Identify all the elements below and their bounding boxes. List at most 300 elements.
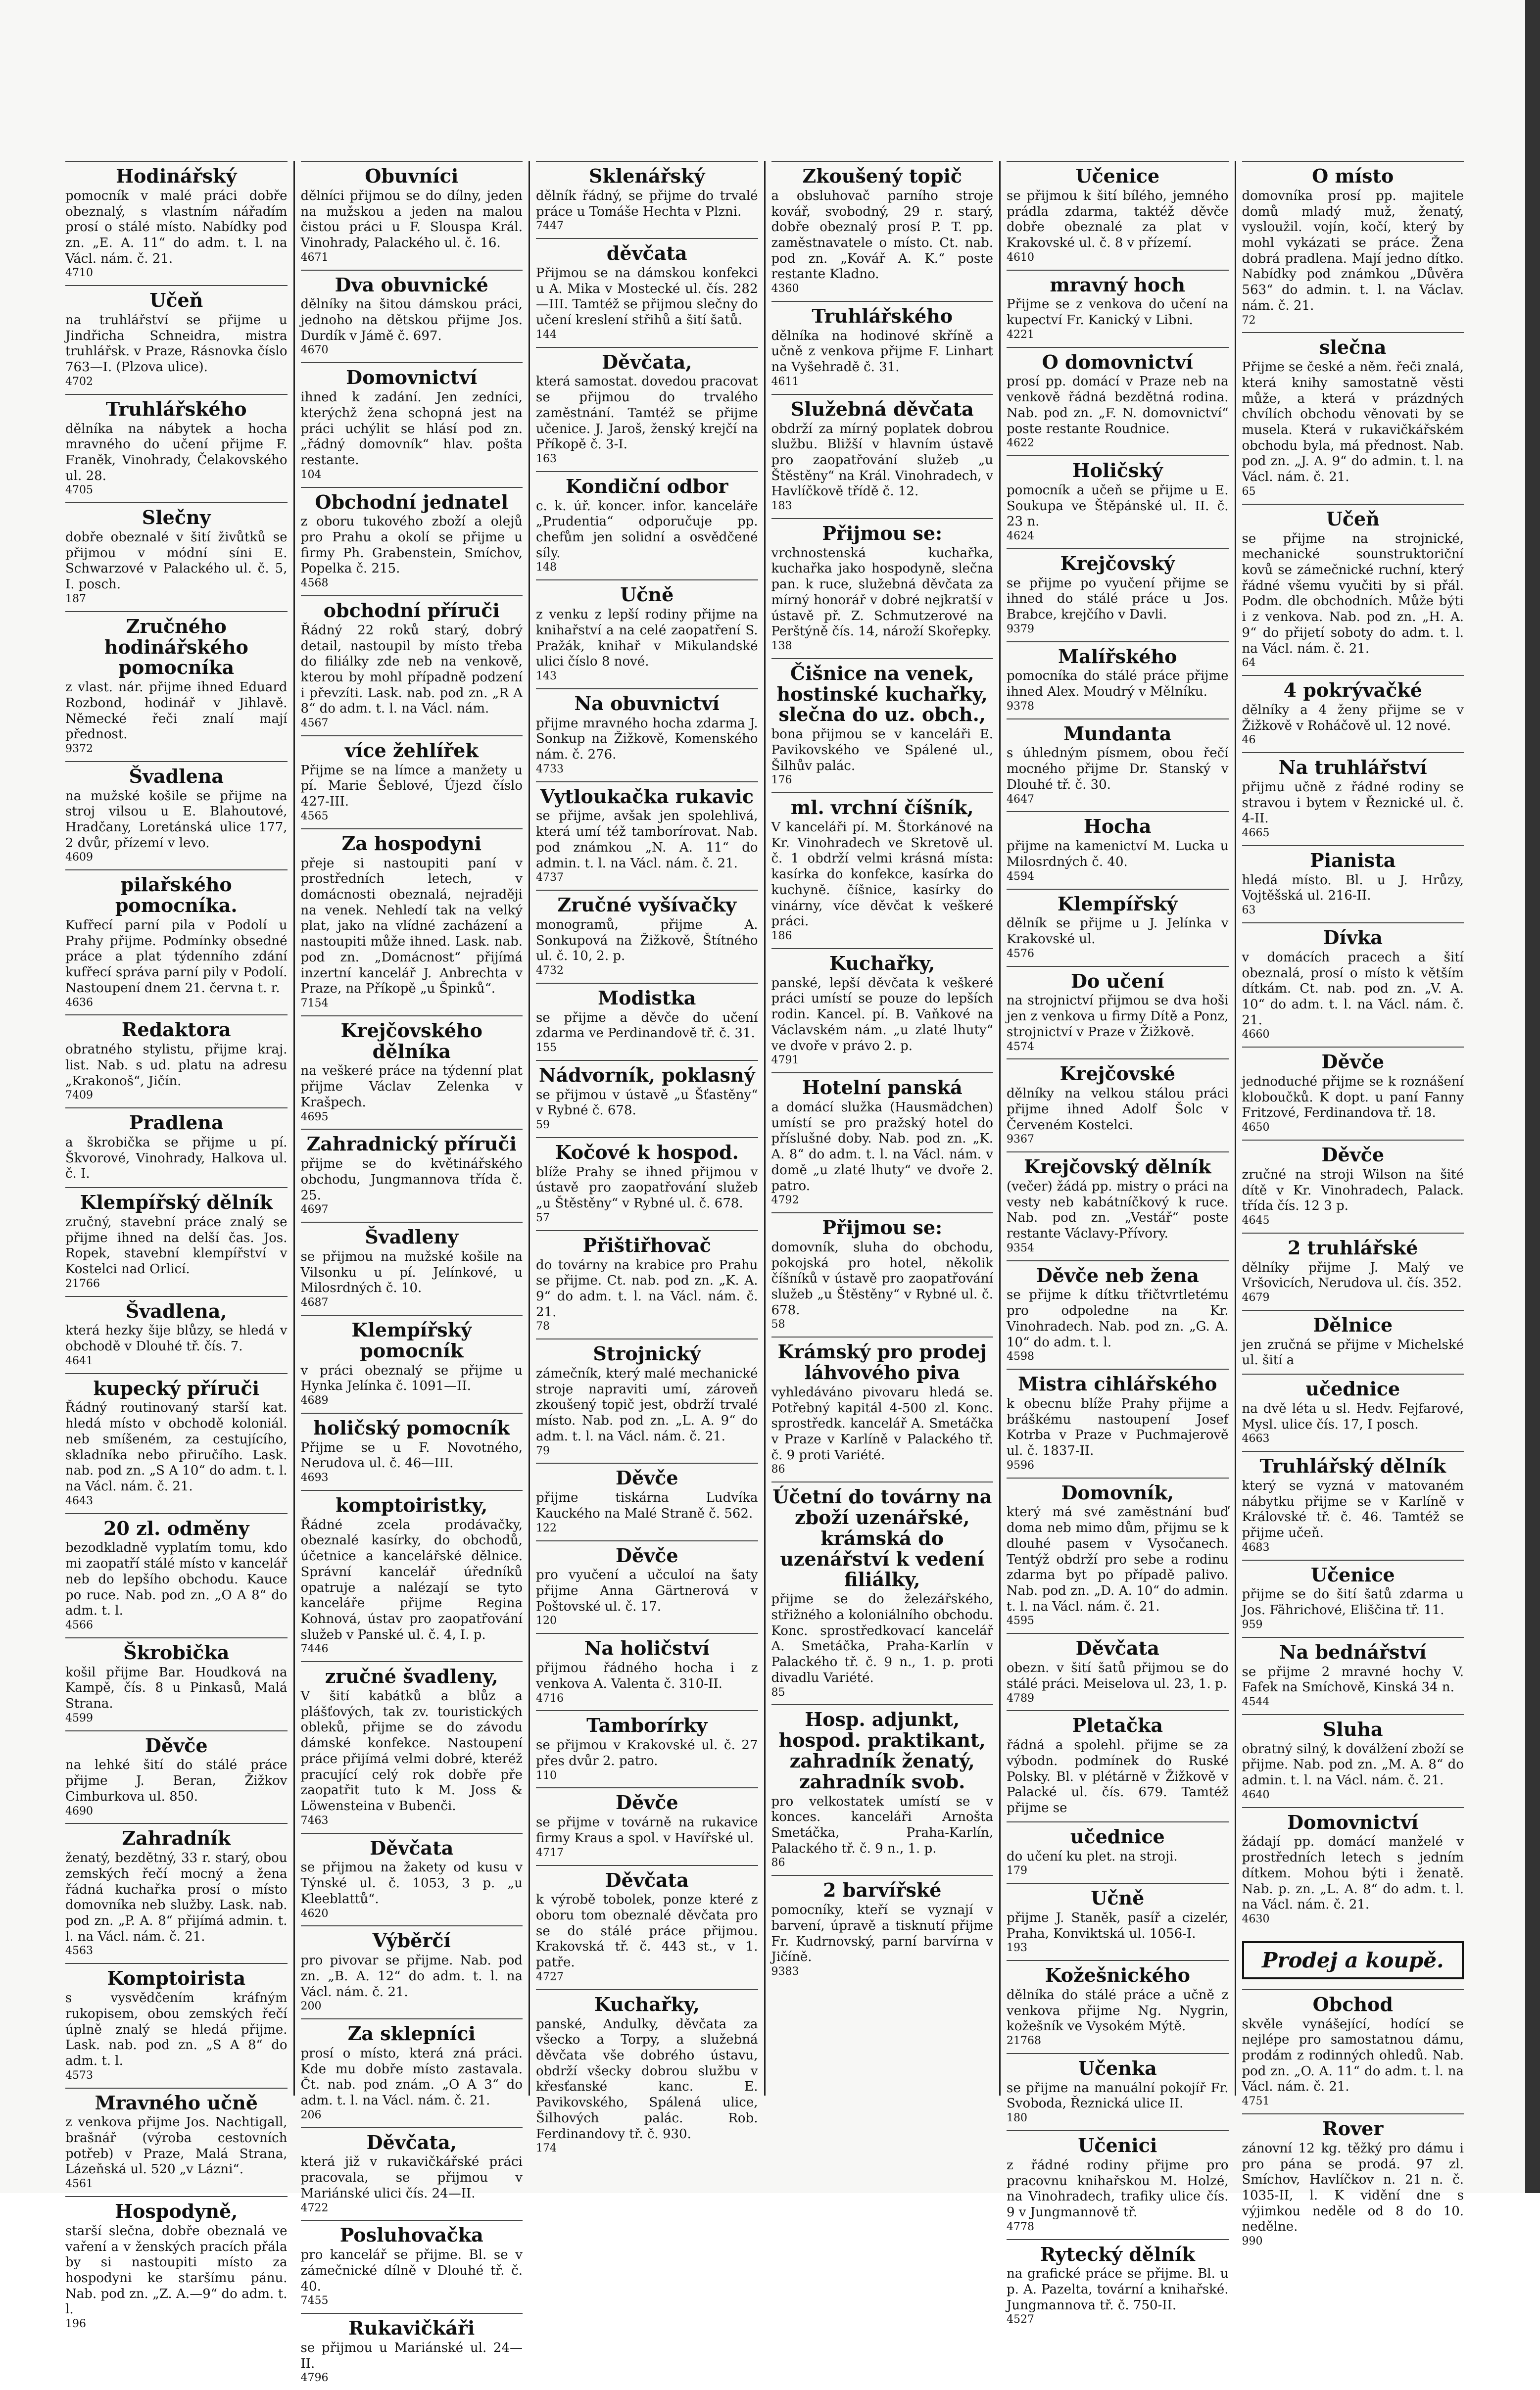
- ad-title: Slečny: [142, 506, 211, 529]
- classified-ad: [1242, 845, 1464, 922]
- ad-code: 4573: [65, 2069, 93, 2082]
- ad-text: řádná a spolehl. přijme se za výbodn. podmínek do Ruské Polsky. Bl. v plétárně v Žižkově v Palacké ul. čís. 679. Tamtéž přijme se: [1007, 1738, 1229, 1816]
- ad-title: ml. vrchní číšník,: [790, 796, 974, 819]
- classified-ad: [301, 1129, 523, 1222]
- ad-text: dělníky a 4 ženy přijme se v Žižkově v Roháčově ul. 12 nové.: [1242, 702, 1464, 733]
- ad-text: Řádné zcela prodávačky, obeznalé kasírky, do obchodů, účetnice a kancelářské dělnice. Správní kancelář úředníků opatruje a nalézají se tyto kanceláře přijme Regina Kohnová, ústav pro zaopatřování služeb v Panské ul. č. 4, I. p.: [300, 1517, 523, 1642]
- ad-title: Redaktora: [121, 1018, 231, 1041]
- ad-text: přijmou řádného hocha i z venkova A. Valenta č. 310-II.: [536, 1661, 758, 1691]
- ad-text: ženatý, bezdětný, 33 r. starý, obou zemských řečí mocný a žena řádná kuchařka prosí o místo domovníka neb služby. Lask. nab. pod zn. „P. A. 8“ přijímá admin. t. l. na Václ. nám. č. 21.: [65, 1851, 288, 1944]
- ad-text: k výrobě tobolek, ponze které z oboru tom obeznalé děvčata pro se do stálé práce přijmou. Krakovská tř. č. 443 st., v 1. patře.: [536, 1892, 758, 1970]
- ad-title: Kožešnického: [1045, 1964, 1190, 1987]
- classified-ad: [1007, 1058, 1229, 1151]
- ad-text: z oboru tukového zboží a olejů pro Prahu a okolí se přijme u firmy Ph. Grabenstein, Smíchov, Popelka č. 215.: [300, 514, 523, 576]
- ad-code: 79: [536, 1444, 550, 1457]
- ad-title: Učně: [620, 583, 674, 606]
- ad-text: zánovní 12 kg. těžký pro dámu i pro pána se prodá. 97 zl. Smíchov, Havlíčkov n. 21 n. č. 1035-II, l. K vidění dne s výjimkou neděle od 8 do 10. nedělne.: [1242, 2141, 1464, 2235]
- ad-code: 57: [536, 1211, 550, 1224]
- classified-ad: [1007, 1710, 1229, 1821]
- ad-text: z vlast. nár. přijme ihned Eduard Rozbond, hodinář v Jihlavě. Německé řeči znalí mají přednost.: [65, 680, 288, 742]
- classified-ad: [1242, 675, 1464, 752]
- classified-ad: [1242, 1310, 1464, 1374]
- ad-text: košil přijme Bar. Houdková na Kampě, čís. 8 u Pinkasů, Malá Strana.: [65, 1665, 288, 1712]
- ad-code: 206: [300, 2108, 322, 2121]
- classified-ad: [1242, 1374, 1464, 1451]
- classified-ad: [771, 792, 994, 948]
- classified-ad: [536, 890, 758, 983]
- ad-title: Rytecký dělník: [1040, 2243, 1195, 2265]
- classified-ad: [1007, 347, 1229, 456]
- ad-title: Hospodyně,: [115, 2200, 238, 2222]
- ad-title: Učenice: [1310, 1563, 1395, 1586]
- ad-title: Truhlářského: [105, 397, 247, 420]
- ad-title: Zahradník: [122, 1827, 231, 1850]
- ad-text: starší slečna, dobře obeznalá ve vaření a v ženských pracích přála by si nastoupiti místo za hospodyni ke staršímu pánu. Nab. pod zn. „Z. A.—9“ do adm. t. l.: [65, 2223, 288, 2317]
- classified-ad: [301, 1222, 523, 1315]
- ad-code: 4609: [65, 851, 93, 864]
- ad-code: 4683: [1242, 1541, 1270, 1554]
- ad-code: 7463: [300, 1814, 329, 1827]
- ad-text: který má své zaměstnání buď doma neb mimo dům, přijmu se k dlouhé pasem v Vysočanech. Tentýž obdrží pro sebe a rodinu zdarma byt po případě palivo. Nab. pod zn. „D. A. 10“ do admin. t. l. na Václ. nám. č. 21.: [1007, 1505, 1229, 1614]
- ad-title: Na truhlářství: [1278, 756, 1427, 779]
- classified-ad: [536, 1710, 758, 1787]
- classified-ad: [301, 1490, 523, 1661]
- ad-title: Učně: [1091, 1887, 1145, 1910]
- classified-ad: [1242, 2113, 1464, 2253]
- column-2: [293, 161, 529, 2385]
- ad-code: 9354: [1007, 1242, 1034, 1254]
- ad-title: Děvčata,: [602, 350, 692, 373]
- ad-code: 4636: [65, 996, 93, 1009]
- ad-title: Učenici: [1078, 2134, 1157, 2157]
- ad-title: Obuvníci: [365, 165, 459, 187]
- ad-code: 65: [1242, 485, 1256, 498]
- ad-code: 4689: [300, 1394, 329, 1407]
- ad-title: Krejčovské: [1059, 1062, 1175, 1085]
- ad-text: který se vyzná v matovaném nábytku přijme se v Karlíně v Královské tř. č. 46. Tamtéž se přijme učeň.: [1242, 1478, 1464, 1541]
- classified-ad: [65, 1014, 288, 1107]
- ad-title: učednice: [1070, 1825, 1165, 1848]
- ad-title: Posluhovačka: [339, 2224, 483, 2247]
- ad-title: Modistka: [598, 986, 696, 1009]
- ad-code: 990: [1242, 2235, 1263, 2248]
- classified-ad: [301, 362, 523, 486]
- ad-text: Řádný routinovaný starší kat. hledá místo v obchodě koloniál. neb smíšeném, za cestujícího, skladníka nebo přiručího. Lask. nab. pod zn. „S A 10“ do adm. t. l. na Václ. nám. č. 21.: [65, 1400, 288, 1494]
- classified-ad: [1007, 2053, 1229, 2130]
- ad-text: dělníka do stálé práce a učně z venkova přijme Ng. Nygrin, kožešník ve Vysokém Mýtě.: [1007, 1987, 1229, 2034]
- ad-text: která samostat. dovedou pracovat se přijmou do trvalého zaměstnání. Tamtéž se přijme učenice. J. Jaroš, ženský krejčí na Příkopě č. 3-I.: [536, 374, 758, 452]
- classified-ad: [536, 1230, 758, 1339]
- ad-text: s úhledným písmem, obou řečí mocného přijme Dr. Stanský v Dlouhé tř. č. 30.: [1007, 746, 1229, 792]
- ad-title: Zahradnický příruči: [306, 1133, 517, 1155]
- ad-code: 196: [65, 2318, 86, 2331]
- ad-title: Děvčata: [370, 1836, 454, 1859]
- ad-text: domovníka prosí pp. majitele domů mladý muž, ženatý, vysloužil. vojín, kočí, který by mohl vykázati se práce. Žena dobrá pradlena. Mají jedno dítko. Nabídky pod známkou „Důvěra 563“ do admin. t. l. na Václav. nám. č. 21.: [1242, 188, 1464, 313]
- classified-ad: [65, 1187, 288, 1296]
- ad-text: domovník, sluha do obchodu, pokojská pro hotel, několik číšníků v ústavě pro zaopatřování služeb „u Štěstěny“ v Rybné ul. č. 678.: [771, 1240, 993, 1318]
- classified-ad: [771, 948, 994, 1072]
- ad-text: pro vyučení a učculoí na šaty přijme Anna Gärtnerová v Poštovské ul. č. 17.: [536, 1568, 758, 1614]
- ad-text: dělníky přijme J. Malý ve Vršovicích, Nerudova ul. čís. 352.: [1242, 1260, 1464, 1291]
- ad-text: c. k. úř. koncer. infor. kanceláře „Prudentia“ odporučuje pp. chefům jen solidní a osvědčené síly.: [536, 498, 758, 561]
- ad-title: Učeň: [149, 289, 203, 312]
- ad-text: z venkova přijme Jos. Nachtigall, brašnář (výroba cestovních potřeb) v Praze, Malá Strana, Lázeňská ul. 520 „v Lázni“.: [65, 2115, 288, 2177]
- ad-code: 4690: [65, 1805, 93, 1817]
- ad-code: 78: [536, 1320, 550, 1333]
- ad-text: se přijme a děvče do učení zdarma ve Perdinandově tř. č. 31.: [536, 1010, 758, 1041]
- ad-code: 4568: [300, 577, 329, 590]
- ad-code: 4796: [300, 2372, 329, 2385]
- ad-text: prosí pp. domácí v Praze neb na venkově řádná bezdětná rodina. Nab. pod zn. „F. N. domovnictví“ poste restante Roudnice.: [1007, 374, 1229, 436]
- ad-title: Kuchařky,: [829, 952, 935, 974]
- ad-text: dělníky na šitou dámskou práci, jednoho na dětskou přijme Jos. Durdík v Jámě č. 697.: [300, 297, 523, 343]
- ad-text: přijme J. Staněk, pasíř a cizelér, Praha, Konviktská ul. 1056-I.: [1007, 1910, 1229, 1941]
- ad-title: více žehlířek: [344, 739, 479, 762]
- ad-text: žádají pp. domácí manželé v prostředních letech s jedním dítkem. Mohou býti i ženatě. Nab. p. zn. „L. A. 8“ do adm. t. l. na Václ. nám. č. 21.: [1242, 1834, 1464, 1912]
- ad-code: 200: [300, 2000, 322, 2013]
- classified-ad: [1242, 1140, 1464, 1233]
- classified-ad: [1007, 889, 1229, 966]
- classified-ad: [1007, 1883, 1229, 1960]
- ad-text: přijme se do šití šatů zdarma u Jos. Fährichové, Eliščina tř. 11.: [1242, 1587, 1464, 1618]
- ad-code: 144: [536, 328, 557, 341]
- classified-ad: [1007, 718, 1229, 812]
- ad-code: 4561: [65, 2178, 93, 2191]
- classified-ad: [536, 1787, 758, 1864]
- ad-text: hledá místo. Bl. u J. Hrůzy, Vojtěšská ul. 216-II.: [1242, 872, 1464, 904]
- ad-text: Přijme se u F. Novotného, Nerudova ul. č. 46—III.: [300, 1440, 523, 1471]
- ad-text: dobře obeznalé v šití živůtků se přijmou v módní síni E. Schwarzové v Palackého ul. č. 5, I. posch.: [65, 530, 288, 592]
- ad-text: vyhledáváno pivovaru hledá se. Potřebný kapitál 4-500 zl. Konc. sprostředk. kancelář A. Smetáčka v Praze v Karlíně v Palackého tř. č. 9 proti Variété.: [771, 1385, 993, 1463]
- classified-ad: [536, 1060, 758, 1137]
- ad-code: 4702: [65, 375, 93, 388]
- ad-title: Děvče: [1321, 1144, 1385, 1166]
- ad-title: Účetní do továrny na zboží uzenářské, krámská do uzenářství k vedení filiálky,: [772, 1485, 992, 1591]
- ad-title: holičský pomocník: [313, 1416, 510, 1439]
- classified-ad: [65, 1730, 288, 1823]
- ad-code: 72: [1242, 314, 1256, 327]
- ad-title: Domovník,: [1061, 1481, 1174, 1504]
- ad-title: 2 truhlářské: [1288, 1236, 1418, 1259]
- classified-ad: [771, 1337, 994, 1482]
- ad-title: slečna: [1319, 336, 1387, 359]
- ad-text: obratného stylistu, přijme kraj. list. Nab. s ud. platu na adresu „Krakonoš“, Jičín.: [65, 1042, 288, 1089]
- ad-text: pro kancelář se přijme. Bl. se v zámečnické dílně v Dlouhé tř. č. 40.: [300, 2247, 523, 2294]
- classified-ad: [301, 595, 523, 735]
- ad-text: monogramů, přijme A. Sonkupová na Žižkově, Štítného ul. č. 10, 2. p.: [536, 917, 758, 964]
- classified-ad: [1242, 1560, 1464, 1637]
- ad-title: Děvčata,: [366, 2131, 457, 2153]
- ad-title: O místo: [1312, 165, 1394, 187]
- ad-code: 4722: [300, 2201, 329, 2214]
- ad-code: 58: [771, 1318, 785, 1331]
- ad-title: Rover: [1322, 2117, 1384, 2140]
- ad-code: 9378: [1007, 700, 1034, 713]
- classified-ad: [536, 983, 758, 1060]
- classified-ad: [536, 781, 758, 890]
- column-3: [529, 161, 764, 2155]
- ad-title: Komptoiristа: [107, 1967, 246, 1990]
- classified-ad: [65, 1296, 288, 1373]
- classified-ad: [1242, 161, 1464, 332]
- ad-code: 4660: [1242, 1028, 1270, 1041]
- ad-text: v domácích pracech a šití obeznalá, prosí o místo k větším dítkám. Ct. nab. pod zn. „V. A. 10“ do adm. t. l. na Václ. nám. č. 21.: [1242, 950, 1464, 1028]
- ad-title: Krejčovský dělník: [1024, 1155, 1211, 1178]
- section-heading-box: Prodej a koupě.: [1242, 1941, 1464, 1979]
- ad-code: 4643: [65, 1494, 93, 1507]
- ad-code: 193: [1007, 1942, 1027, 1955]
- ad-title: Hotelní panská: [802, 1076, 962, 1099]
- ad-code: 4792: [771, 1194, 799, 1207]
- ad-title: komptoiristky,: [336, 1493, 488, 1516]
- ad-code: 4567: [300, 717, 329, 730]
- ad-title: O domovnictví: [1042, 350, 1193, 373]
- classified-ad: [65, 1373, 288, 1513]
- ad-code: 4663: [1242, 1433, 1270, 1445]
- classified-ad: [1242, 1637, 1464, 1714]
- ad-code: 4789: [1007, 1692, 1034, 1705]
- ad-code: 148: [536, 561, 557, 574]
- classified-ad: [65, 285, 288, 394]
- ad-title: Malířského: [1058, 645, 1177, 668]
- ad-code: 110: [536, 1769, 557, 1782]
- ad-title: Přištiřhovač: [582, 1234, 711, 1256]
- ad-code: 4693: [300, 1472, 329, 1484]
- classified-ad: [1007, 1633, 1229, 1710]
- ad-text: přijmu učně z řádné rodiny se stravou i bytem v Řeznické ul. č. 4-II.: [1242, 779, 1464, 826]
- classified-ad: [301, 270, 523, 363]
- ad-code: 46: [1242, 734, 1256, 747]
- ad-text: jednoduché přijme se k roznášení kloboučků. K dopt. u paní Fanny Fritzové, Ferdinandova tř. 18.: [1242, 1074, 1464, 1121]
- ad-code: 4527: [1007, 2313, 1034, 2326]
- classified-ad: [65, 1963, 288, 2087]
- classified-ad: [536, 579, 758, 688]
- ad-title: Holičský: [1072, 459, 1163, 482]
- ad-text: obdrží za mírný poplatek dobrou službu. Bližší v hlavním ústavě pro zaopatřování služeb „u Štěstěny“ na Král. Vinohradech, v Havlíčkově třídě č. 12.: [771, 421, 993, 499]
- ad-title: Krejčovský: [1060, 552, 1175, 574]
- ad-code: 4640: [1242, 1788, 1270, 1801]
- ad-title: mravný hoch: [1050, 273, 1186, 296]
- ad-code: 174: [536, 2142, 557, 2155]
- classified-ad: [301, 2313, 523, 2390]
- ad-title: Truhlářský dělník: [1259, 1455, 1446, 1478]
- classified-ad: [301, 2127, 523, 2220]
- ad-title: Švadlena: [129, 765, 224, 787]
- ad-code: 9367: [1007, 1133, 1034, 1146]
- classified-columns: [59, 161, 1470, 2385]
- ad-code: 4641: [65, 1354, 93, 1367]
- ad-code: 4687: [300, 1296, 329, 1309]
- ad-code: 4599: [65, 1712, 93, 1724]
- ad-code: 4670: [300, 344, 329, 357]
- ad-text: obezn. v šití šatů přijmou se do stálé práci. Meiselova ul. 23, 1. p.: [1007, 1661, 1229, 1691]
- classified-ad: [536, 471, 758, 580]
- classified-ad: [301, 1833, 523, 1926]
- ad-title: Do učení: [1070, 969, 1164, 992]
- classified-ad: [301, 828, 523, 1015]
- classified-ad: [536, 347, 758, 471]
- classified-ad: [771, 1072, 994, 1212]
- classified-ad: [1242, 1807, 1464, 1931]
- classified-ad: [1242, 1233, 1464, 1310]
- classified-ad: [65, 761, 288, 870]
- ad-title: Kondiční odbor: [566, 475, 728, 497]
- ad-code: 4624: [1007, 530, 1034, 543]
- ad-text: a škrobička se přijme u pí. Škvorové, Vinohrady, Halkova ul. č. I.: [65, 1135, 288, 1182]
- ad-text: na strojnictví přijmou se dva hoši jen z venkova u firmy Dítě a Ponz, strojnictví v Praze v Žižkově.: [1007, 993, 1229, 1040]
- ad-text: dělníci přijmou se do dílny, jeden na mužskou a jeden na malou čistou práci u F. Slouspa Král. Vinohrady, Palackého ul. č. 16.: [300, 188, 523, 250]
- classified-ad: [301, 1661, 523, 1832]
- ad-title: Děvčata: [1075, 1637, 1159, 1660]
- ad-text: panské, Andulky, děvčata za všecko a Torpy, a služebná děvčata vše dobrého ústavu, obdrží všecky dobrou službu v křesťanské kanc. E. Pavikovského, Spálená ulice, Šilhových palác. Rob. Ferdinandovy tř. č. 930.: [536, 2016, 758, 2142]
- ad-code: 4595: [1007, 1615, 1034, 1627]
- ad-text: přijme se do železářského, střižného a koloniálního obchodu. Konc. sprostředkovací kancelář A. Smetáčka, Praha-Karlín v Palackého tř. č. 9 n., 1. p. proti divadlu Variété.: [771, 1592, 993, 1685]
- ad-title: Zručné vyšívačky: [557, 894, 737, 916]
- ad-code: 122: [536, 1522, 557, 1534]
- ad-text: s vysvědčením kráfným rukopisem, obou zemských řečí úplně znalý se hledá přijme. Lask. nab. pod zn. „S A 8“ do adm. t. l.: [65, 1991, 288, 2068]
- classified-ad: [301, 1315, 523, 1413]
- ad-code: 9372: [65, 742, 93, 755]
- ad-code: 4620: [300, 1907, 329, 1920]
- ad-code: 7447: [536, 220, 564, 233]
- classified-ad: [771, 1482, 994, 1704]
- ad-title: Krejčovského dělníka: [340, 1019, 482, 1062]
- ad-title: Hodinářský: [116, 165, 237, 187]
- ad-code: 4565: [300, 810, 329, 822]
- ad-text: pro pivovar se přijme. Nab. pod zn. „B. A. 12“ do adm. t. l. na Václ. nám. č. 21.: [300, 1953, 523, 2000]
- classified-ad: [1007, 1151, 1229, 1260]
- classified-ad: [536, 1989, 758, 2160]
- classified-ad: [1007, 548, 1229, 641]
- ad-text: pomocníky, kteří se vyznají v barvení, úpravě a tisknutí přijme Fr. Kudrnovský, parní barvírna v Jičíně.: [771, 1903, 993, 1965]
- ad-text: na veškeré práce na týdenní plat přijme Václav Zelenka v Krašpech.: [300, 1063, 523, 1110]
- ad-title: Za hospodyni: [341, 832, 482, 855]
- classified-ad: [771, 518, 994, 658]
- ad-text: se přijme, avšak jen spolehlivá, která umí též tamborírovat. Nab. pod známkou „N. A. 11“ do admin. t. l. na Václ. nám. č. 21.: [536, 809, 758, 871]
- ad-text: se přijmou na žakety od kusu v Týnské ul. č. 1053, 3 p. „u Kleeblattů“.: [300, 1860, 523, 1907]
- ad-text: dělník se přijme u J. Jelínka v Krakovské ul.: [1007, 916, 1229, 947]
- classified-ad: [1242, 1047, 1464, 1140]
- ad-text: vrchnostenská kuchařka, kuchařka jako hospodyně, slečna pan. k ruce, služebná děvčata za mírný honorář v dobré nejkratší v ústavě př. Z. Schmutzerové na Perštýně čís. 14, nároží Skořepky.: [771, 545, 993, 639]
- ad-title: Hosp. adjunkt, hospod. praktikant, zahradník ženatý, zahradník svob.: [778, 1708, 986, 1793]
- ad-text: dělníka na nábytek a hocha mravného do učení přijme F. Franěk, Vinohrady, Čelakovského ul. 28.: [65, 421, 288, 483]
- ad-text: bezodkladně vyplatím tomu, kdo mi zaopatří stálé místo v kancelář neb do lepšího obchodu. Kauce po ruce. Nab. pod zn. „O A 8“ do adm. t. l.: [65, 1540, 288, 1619]
- ad-code: 4622: [1007, 437, 1034, 450]
- classified-ad: [65, 611, 288, 761]
- ad-code: 4727: [536, 1970, 564, 1983]
- ad-title: Tamborírky: [586, 1714, 708, 1737]
- classified-ad: [1007, 455, 1229, 548]
- ad-code: 4598: [1007, 1350, 1034, 1363]
- ad-title: Děvče: [144, 1734, 208, 1757]
- ad-title: Přijmou se:: [822, 1216, 943, 1239]
- classified-ad: [1242, 332, 1464, 503]
- ad-code: 7455: [300, 2294, 329, 2307]
- ad-title: Přijmou se:: [822, 522, 943, 544]
- ad-text: se přijme na manuální pokojíř Fr. Svoboda, Řeznická ulice II.: [1007, 2080, 1229, 2111]
- classified-ad: [1007, 1369, 1229, 1478]
- ad-code: 4630: [1242, 1912, 1270, 1925]
- column-1: [59, 161, 293, 2331]
- ad-text: Přijme se české a něm. řeči znalá, která knihy samostatně věsti může, a která v prázdných chvílích obchodu věnovati by se musela. Která v rukavičkářském obchodu byla, má přednost. Nab. pod zn. „J. A. 9“ do admin. t. l. na Václ. nám. č. 21.: [1242, 360, 1464, 485]
- classified-ad: [65, 161, 288, 285]
- classified-ad: [536, 1865, 758, 1989]
- ad-title: Učenka: [1078, 2056, 1157, 2079]
- ad-code: 21768: [1007, 2035, 1041, 2048]
- ad-code: 4679: [1242, 1291, 1270, 1304]
- ad-title: Zkoušený topič: [802, 165, 962, 187]
- ad-title: Mundanta: [1063, 722, 1172, 745]
- classified-ad: [771, 1212, 994, 1337]
- ad-title: Čišnice na venek, hostinské kuchařky, slečna do uz. obch.,: [776, 662, 988, 726]
- ad-code: 120: [536, 1615, 557, 1627]
- ad-text: přijme tiskárna Ludvíka Kauckého na Malé Straně č. 562.: [536, 1490, 758, 1521]
- classified-ad: [1007, 1260, 1229, 1369]
- ad-text: a domácí služka (Hausmädchen) umístí se pro pražský hotel do příslušné doby. Nab. pod zn. „K. A. 8“ do adm. t. l. na Václ. nám. v domě „u zlaté lhuty“ ve dvoře 2. patro.: [771, 1099, 993, 1194]
- classified-ad: [536, 688, 758, 781]
- ad-text: Přijme se na límce a manžety u pí. Marie Šeblové, Újezd číslo 427-III.: [300, 763, 523, 810]
- classified-ad: [65, 1823, 288, 1963]
- ad-code: 4650: [1242, 1121, 1270, 1134]
- classified-ad: [301, 2018, 523, 2127]
- ad-code: 4733: [536, 763, 564, 775]
- ad-title: obchodní příruči: [323, 599, 500, 621]
- ad-text: pro velkostatek umístí se v konces. kanceláři Arnošta Smetáčka, Praha-Karlín, Palackého tř. č. 9 n., 1. p.: [771, 1794, 993, 1856]
- classified-ad: [1007, 811, 1229, 888]
- classified-ad: [65, 2196, 288, 2336]
- ad-text: se přijme 2 mravné hochy V. Fafek na Smíchově, Kinská 34 n.: [1242, 1664, 1464, 1695]
- classified-ad: [771, 1875, 994, 1984]
- ad-title: Škrobička: [123, 1641, 230, 1664]
- classified-ad: [65, 1513, 288, 1637]
- ad-title: Učenice: [1075, 165, 1160, 187]
- ad-code: 4665: [1242, 827, 1270, 840]
- classified-ad: [1242, 752, 1464, 845]
- column-4: [764, 161, 1000, 2096]
- ad-text: zručný, stavební práce znalý se přijme ihned na delší čas. Jos. Ropek, stavební klempířství v Kostelci nad Orlicí.: [65, 1214, 288, 1277]
- ad-title: Dělnice: [1313, 1313, 1393, 1336]
- classified-ad: [301, 735, 523, 828]
- ad-code: 4645: [1242, 1214, 1270, 1227]
- ad-text: dělník řádný, se přijme do trvalé práce u Tomáše Hechta v Plzni.: [536, 188, 758, 219]
- classified-ad: [536, 161, 758, 238]
- ad-code: 180: [1007, 2112, 1027, 2125]
- ad-text: zručné na stroji Wilson na šité dítě v Kr. Vinohradech, Palack. třída čís. 12 3 p.: [1242, 1167, 1464, 1214]
- ad-title: Švadleny: [365, 1226, 459, 1248]
- ad-code: 4697: [300, 1203, 329, 1216]
- ad-code: 187: [65, 592, 86, 605]
- classified-ad: [301, 1925, 523, 2018]
- ad-title: Děvče: [615, 1791, 678, 1814]
- ad-code: 4221: [1007, 328, 1034, 341]
- ad-code: 4594: [1007, 870, 1034, 883]
- ad-code: 4611: [771, 375, 799, 388]
- classified-ad: [1007, 270, 1229, 347]
- ad-text: zámečník, který malé mechanické stroje napraviti umí, zároveň zkoušený topič jest, obdrží trvalé místo. Nab. pod zn. „L. A. 9“ do adm. t. l. na Václ. nám. č. 21.: [536, 1366, 758, 1444]
- classified-ad: [65, 2088, 288, 2197]
- classified-ad: [1242, 1714, 1464, 1807]
- ad-text: Přijme se z venkova do učení na kupectví Fr. Kanický v Libni.: [1007, 297, 1229, 328]
- ad-title: děvčata: [606, 242, 687, 265]
- ad-text: V kanceláři pí. M. Štorkánové na Kr. Vinohradech ve Skretově ul. č. 1 obdrží velmi krásná místa: kasírka do konfekce, kasírka do kuchyně. číšnice, kasírky do vinárny, více děvčat k veškeré práci.: [771, 820, 993, 929]
- ad-title: Mistra cihlářského: [1018, 1373, 1217, 1395]
- ad-title: Obchodní jednatel: [315, 490, 509, 513]
- ad-title: Děvče neb žena: [1036, 1264, 1199, 1287]
- ad-text: Kufřecí parní pila v Podolí u Prahy přijme. Podmínky obsedné práce a plat týdenního zdání kufřecí správa parní pily v Podolí. Nastoupení dnem 21. června t. r.: [65, 917, 288, 996]
- ad-code: 155: [536, 1042, 557, 1054]
- ad-text: která již v rukavičkářské práci pracovala, se přijmou v Mariánské ulici čís. 24—II.: [300, 2154, 523, 2201]
- ad-title: 20 zl. odměny: [103, 1517, 249, 1539]
